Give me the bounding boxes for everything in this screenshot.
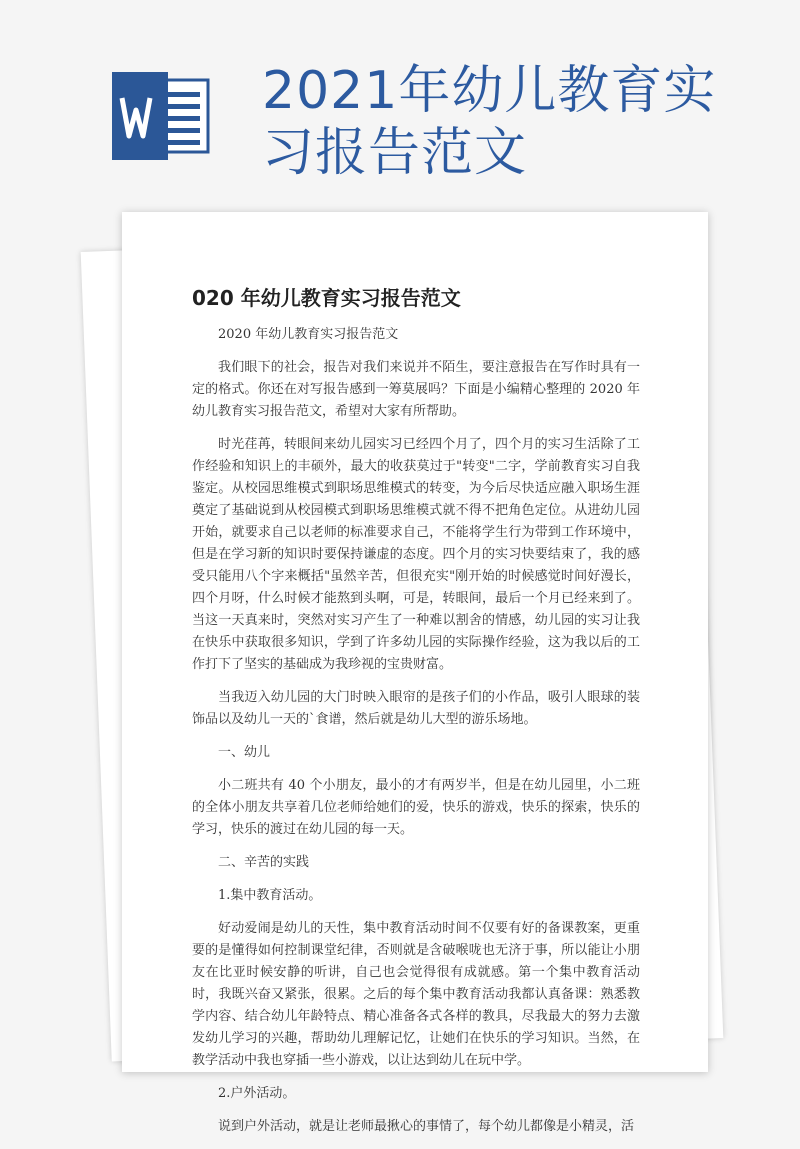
document-body [192,324,640,1149]
paragraph: 我们眼下的社会，报告对我们来说并不陌生，要注意报告在写作时具有一定的格式。你还在对写报告感到一筹莫展吗？下面是小编精心整理的 2020 年幼儿教育实习报告范文，希望对大家有所帮助。 [192,360,640,419]
paragraph: 当我迈入幼儿园的大门时映入眼帘的是孩子们的小作品，吸引人眼球的装饰品以及幼儿一天的`食谱，然后就是幼儿大型的游乐场地。 [192,690,640,727]
paragraph: 时光荏苒，转眼间来幼儿园实习已经四个月了，四个月的实习生活除了工作经验和知识上的丰硕外，最大的收获莫过于"转变"二字，学前教育实习自我鉴定。从校园思维模式到职场思维模式的转变，为今后尽快适应融入职场生涯奠定了基础说到从校园模式到职场思维模式就不得不把角色定位。从进幼儿园开始，就要求自己以老师的标准要求自己，不能将学生行为带到工作环境中，但是在学习新的知识时要保持谦虚的态度。四个月的实习快要结束了，我的感受只能用八个字来概括"虽然辛苦，但很充实"刚开始的时候感觉时间好漫长，四个月呀，什么时候才能熬到头啊，可是，转眼间，最后一个月已经来到了。当这一天真来时，突然对实习产生了一种难以割舍的情感，幼儿园的实习让我在快乐中获取很多知识，学到了许多幼儿园的实际操作经验，这为我以后的工作打下了坚实的基础成为我珍视的宝贵财富。 [192,437,640,672]
word-document-icon [112,72,212,160]
section-heading: 一、幼儿 [218,745,271,760]
document-page [122,212,708,1134]
document-heading: 020 年幼儿教育实习报告范文 [192,286,461,310]
section-heading: 二、辛苦的实践 [218,855,310,870]
banner-title: 2021年幼儿教育实习报告范文 [262,61,717,183]
paragraph: 小二班共有 40 个小朋友，最小的才有两岁半，但是在幼儿园里，小二班的全体小朋友共享着几位老师给她们的爱，快乐的游戏，快乐的探索，快乐的学习，快乐的渡过在幼儿园的每一天。 [192,778,640,837]
paragraph: 好动爱闹是幼儿的天性，集中教育活动时间不仅要有好的备课教案，更重要的是懂得如何控制课堂纪律，否则就是含破喉咙也无济于事，所以能让小朋友在比亚时候安静的听讲，自己也会觉得很有成就感。第一个集中教育活动时，我既兴奋又紧张，很累。之后的每个集中教育活动我都认真备课：熟悉教学内容、结合幼儿年龄特点、精心准备各式各样的教具，尽我最大的努力去激发幼儿学习的兴趣，帮助幼儿理解记忆，让她们在快乐的学习知识。当然，在教学活动中我也穿插一些小游戏，以让达到幼儿在玩中学。 [192,921,640,1068]
subsection-heading: 2.户外活动。 [218,1086,296,1101]
document-subtitle: 2020 年幼儿教育实习报告范文 [218,327,399,342]
subsection-heading: 1.集中教育活动。 [218,888,322,903]
paragraph: 说到户外活动，就是让老师最揪心的事情了，每个幼儿都像是小精灵，活 [218,1119,635,1134]
